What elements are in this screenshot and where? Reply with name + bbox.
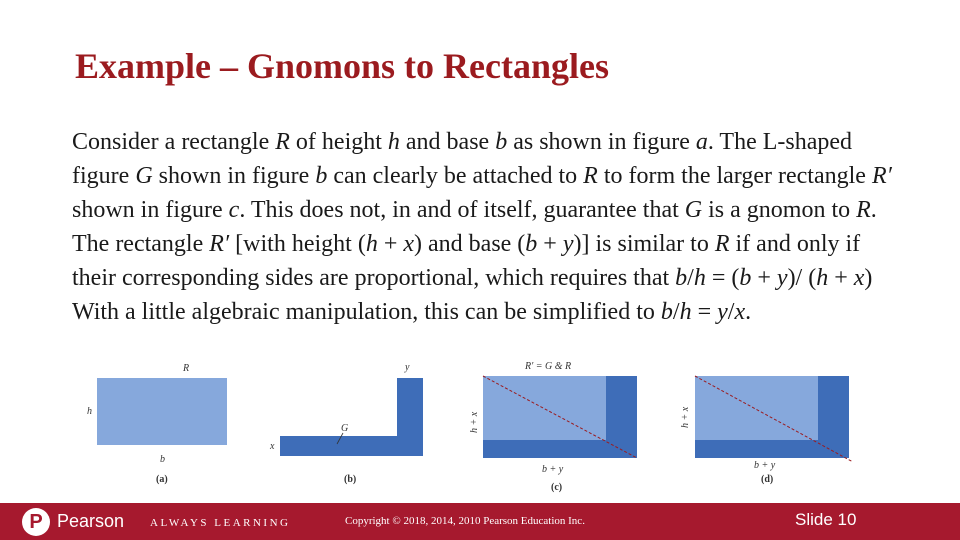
rectangle-R [97, 378, 227, 445]
figure-c-caption: (c) [551, 482, 563, 493]
pearson-logo-icon: P [22, 508, 50, 536]
figure-c-label-bottom: b + y [542, 464, 564, 475]
figure-a-label-b: b [160, 454, 165, 465]
figure-a-label-R: R [183, 363, 190, 374]
gnomon-G [280, 378, 423, 456]
figure-a-caption: (a) [156, 474, 168, 485]
figure-d-label-side: h + x [680, 406, 691, 428]
slide-body-text: Consider a rectangle R of height h and base b as shown in figure a. The L-shaped figure G shown in figure b can clearly be attached to R to form the larger rectangle R′ shown in figure c. This does not, in and of itself, guarantee that G is a gnomon to R. The rectangle R′ [with height (h + x) and base (b + y)] is similar to R if and only if their corresponding sides are proportional, which requires that b/h = (b + y)/ (h + x) With a little algebraic manipulation, this can be simplified to b/h = y/x. [72, 129, 892, 325]
figure-b [269, 362, 423, 485]
figure-b-label-G: G [341, 423, 349, 434]
figure-c-label-top: R′ = G & R [525, 361, 572, 372]
brand-name: Pearson [57, 511, 125, 531]
copyright-text: Copyright © 2018, 2014, 2010 Pearson Education Inc. [345, 515, 585, 527]
figure-d-label-bottom: b + y [754, 460, 776, 471]
figure-a [87, 363, 227, 485]
slide-title: Example – Gnomons to Rectangles [75, 46, 609, 86]
tagline: ALWAYS LEARNING [150, 517, 291, 529]
figure-d-caption: (d) [761, 474, 774, 485]
figure-b-label-x: x [270, 441, 275, 452]
figure-d [680, 376, 853, 485]
figure-c [469, 361, 637, 493]
figure-a-label-h: h [87, 406, 92, 417]
figure-b-label-y: y [405, 362, 410, 373]
figure-c-label-side: h + x [469, 411, 480, 433]
figure-b-caption: (b) [344, 474, 357, 485]
footer-bar [0, 503, 960, 540]
slide-number: Slide 10 [795, 510, 857, 529]
gnomon-figures [0, 358, 960, 498]
